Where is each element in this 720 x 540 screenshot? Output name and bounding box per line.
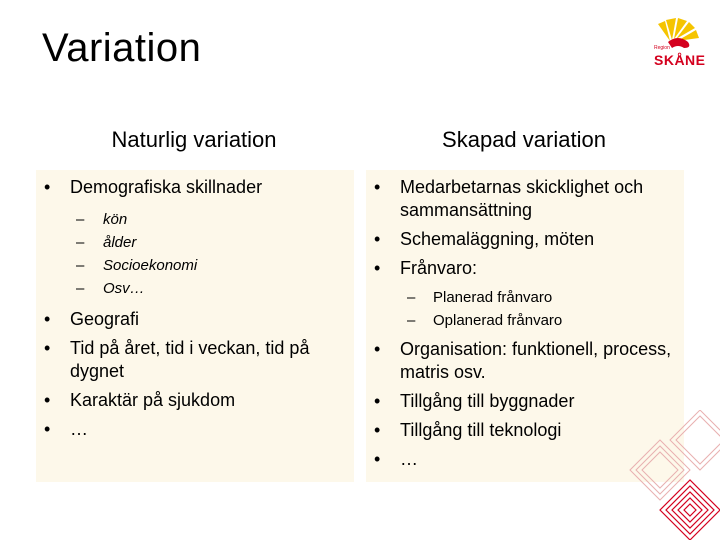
- list-item: • Tillgång till byggnader: [366, 390, 684, 413]
- region-skane-logo: [648, 12, 710, 72]
- list-item: • Organisation: funktionell, process, matris osv.: [366, 338, 684, 384]
- list-item: • …: [366, 448, 684, 471]
- list-item: • Tillgång till teknologi: [366, 419, 684, 442]
- list-item: • Tid på året, tid i veckan, tid på dygnet: [36, 337, 354, 383]
- sub-list-item: – ålder: [36, 231, 354, 254]
- list-item: • Medarbetarnas skicklighet och sammansättning: [366, 176, 684, 222]
- sub-list-item: – kön: [36, 208, 354, 231]
- list-item: • Frånvaro:: [366, 257, 684, 280]
- sub-list-item: – Planerad frånvaro: [366, 286, 684, 309]
- right-column-heading: Skapad variation: [442, 127, 606, 152]
- left-column-heading: Naturlig variation: [111, 127, 277, 152]
- sub-list-item: – Socioekonomi: [36, 254, 354, 277]
- decorative-diamond-pattern: [590, 410, 720, 540]
- list-item: • Demografiska skillnader: [36, 176, 354, 199]
- slide-title: Variation: [42, 26, 202, 70]
- natural-variation-panel: [36, 170, 354, 482]
- list-item: • …: [36, 418, 354, 441]
- sub-list-item: – Oplanerad frånvaro: [366, 309, 684, 332]
- list-item: • Schemaläggning, möten: [366, 228, 684, 251]
- list-item: • Geografi: [36, 308, 354, 331]
- sub-list-item: – Osv…: [36, 277, 354, 300]
- logo-small-text: Region: [654, 45, 670, 51]
- logo-main-text: SKÅNE: [654, 52, 706, 68]
- list-item: • Karaktär på sjukdom: [36, 389, 354, 412]
